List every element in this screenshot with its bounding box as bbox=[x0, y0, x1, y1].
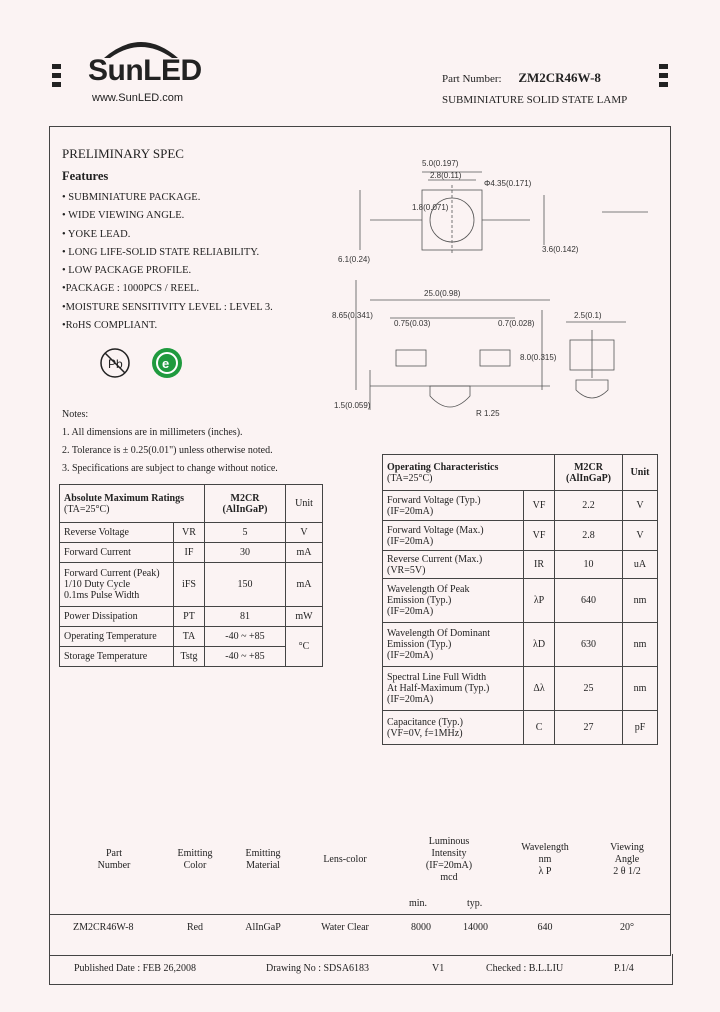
table-cell: 10 bbox=[555, 551, 623, 579]
table-cell bbox=[383, 491, 524, 521]
col-header-part bbox=[89, 848, 139, 872]
abs-header-title: Absolute Maximum Ratings bbox=[64, 492, 185, 504]
cell-typ: 14000 bbox=[463, 922, 488, 933]
table-cell: nm bbox=[623, 667, 658, 711]
cell-line: Emission (Typ.) bbox=[387, 595, 452, 606]
feature-item: • LONG LIFE-SOLID STATE RELIABILITY. bbox=[62, 246, 260, 258]
dim-label: 8.0(0.315) bbox=[520, 353, 557, 362]
notes bbox=[62, 406, 278, 478]
col-header-emitting-material bbox=[235, 848, 291, 872]
header-line: Color bbox=[183, 860, 207, 871]
cell-line: (IF=20mA) bbox=[387, 606, 434, 617]
header-line: Luminous bbox=[428, 836, 470, 847]
part-number-line bbox=[442, 70, 601, 86]
table-cell: PT bbox=[174, 607, 205, 627]
version: V1 bbox=[432, 963, 445, 974]
pb-label: Pb bbox=[108, 357, 123, 371]
table-cell: 30 bbox=[205, 543, 286, 563]
product-table bbox=[49, 836, 671, 940]
table-divider bbox=[49, 914, 671, 915]
table-cell: 27 bbox=[555, 711, 623, 745]
header-bar-left-2 bbox=[52, 73, 61, 78]
abs-header-model: M2CR bbox=[230, 492, 260, 504]
table-row bbox=[60, 607, 323, 627]
op-header-material: (AlInGaP) bbox=[566, 472, 612, 484]
cell-part-number: ZM2CR46W-8 bbox=[73, 922, 134, 933]
table-cell: 5 bbox=[205, 523, 286, 543]
table-cell: nm bbox=[623, 623, 658, 667]
dim-label: 1.5(0.059) bbox=[334, 401, 371, 410]
note-item: 3. Specifications are subject to change without notice. bbox=[62, 463, 278, 474]
operating-characteristics-table bbox=[382, 454, 658, 745]
header-bar-left-3 bbox=[52, 82, 61, 87]
table-cell: mW bbox=[286, 607, 323, 627]
col-header-wavelength bbox=[513, 842, 577, 878]
table-cell: V bbox=[286, 523, 323, 543]
table-cell: V bbox=[623, 491, 658, 521]
table-cell bbox=[383, 521, 524, 551]
abs-header-cond: (TA=25°C) bbox=[64, 503, 110, 515]
table-cell: -40 ~ +85 bbox=[205, 647, 286, 667]
table-cell: Δλ bbox=[524, 667, 555, 711]
feature-item: •RoHS COMPLIANT. bbox=[62, 320, 158, 332]
header-line: Viewing bbox=[610, 842, 644, 853]
col-header-lens-color: Lens-color bbox=[323, 854, 367, 865]
table-row bbox=[383, 711, 658, 745]
cell-line: Forward Current (Peak) bbox=[64, 568, 160, 579]
pb-free-icon bbox=[98, 346, 132, 380]
col-header-min: min. bbox=[409, 898, 428, 909]
table-cell: mA bbox=[286, 563, 323, 607]
published-date: Published Date : FEB 26,2008 bbox=[74, 963, 196, 974]
op-header-title: Operating Characteristics bbox=[387, 461, 499, 473]
drawing-number: Drawing No : SDSA6183 bbox=[266, 963, 370, 974]
table-cell: 640 bbox=[555, 579, 623, 623]
header-line: λ P bbox=[538, 866, 552, 877]
dim-label: 25.0(0.98) bbox=[424, 289, 461, 298]
cell-material: AlInGaP bbox=[245, 922, 281, 933]
note-item: 1. All dimensions are in millimeters (inches). bbox=[62, 427, 243, 438]
table-cell: iFS bbox=[174, 563, 205, 607]
table-cell: λP bbox=[524, 579, 555, 623]
col-header-viewing bbox=[599, 842, 655, 878]
dim-label: 5.0(0.197) bbox=[422, 159, 459, 168]
table-cell bbox=[383, 579, 524, 623]
op-header-model: M2CR bbox=[574, 461, 603, 473]
header-bar-left-1 bbox=[52, 64, 61, 69]
checked-by: Checked : B.L.LIU bbox=[486, 963, 564, 974]
logo bbox=[86, 30, 202, 90]
notes-heading: Notes: bbox=[62, 409, 89, 420]
table-header bbox=[60, 485, 323, 523]
table-cell bbox=[383, 711, 524, 745]
table-header bbox=[383, 455, 658, 491]
cell-lens: Water Clear bbox=[321, 922, 369, 933]
feature-item: • YOKE LEAD. bbox=[62, 228, 131, 240]
dim-label: 2.8(0.11) bbox=[430, 171, 462, 180]
dim-label: 8.65(0.341) bbox=[332, 311, 373, 320]
cell-line: Wavelength Of Peak bbox=[387, 584, 470, 595]
table-cell: Operating Temperature bbox=[60, 627, 174, 647]
table-cell: 630 bbox=[555, 623, 623, 667]
table-cell: V bbox=[623, 521, 658, 551]
cell-line: (IF=20mA) bbox=[387, 650, 434, 661]
header-line: Part bbox=[105, 848, 123, 859]
table-cell: uA bbox=[623, 551, 658, 579]
table-row bbox=[383, 623, 658, 667]
header-line: 2 θ 1/2 bbox=[613, 866, 641, 877]
header-line: Emitting bbox=[177, 848, 213, 859]
table-row bbox=[60, 647, 323, 667]
feature-item: •MOISTURE SENSITIVITY LEVEL : LEVEL 3. bbox=[62, 301, 273, 313]
cell-line: (IF=20mA) bbox=[387, 694, 434, 705]
cell-line: (IF=20mA) bbox=[387, 505, 434, 517]
feature-item: •PACKAGE : 1000PCS / REEL. bbox=[62, 283, 200, 295]
absolute-max-table bbox=[59, 484, 323, 667]
table-cell: nm bbox=[623, 579, 658, 623]
part-number-label: Part Number: bbox=[442, 73, 502, 85]
op-header-unit: Unit bbox=[623, 455, 658, 491]
feature-item: • LOW PACKAGE PROFILE. bbox=[62, 265, 192, 277]
table-cell: IF bbox=[174, 543, 205, 563]
header-line: Angle bbox=[614, 854, 640, 865]
cell-line: Capacitance (Typ.) bbox=[387, 716, 463, 728]
col-header-typ: typ. bbox=[467, 898, 483, 909]
cell-wavelength: 640 bbox=[537, 922, 553, 933]
header-bar-right-3 bbox=[659, 82, 668, 87]
abs-header-unit: Unit bbox=[286, 485, 323, 523]
website-link[interactable]: www.SunLED.com bbox=[92, 92, 184, 104]
table-cell: VR bbox=[174, 523, 205, 543]
table-cell: VF bbox=[524, 491, 555, 521]
table-row bbox=[60, 523, 323, 543]
part-number-value: ZM2CR46W-8 bbox=[518, 70, 601, 85]
eco-label: e bbox=[162, 356, 170, 371]
mechanical-drawing bbox=[330, 150, 650, 440]
header-bar-right-2 bbox=[659, 73, 668, 78]
table-cell: °C bbox=[286, 627, 323, 667]
table-row bbox=[383, 521, 658, 551]
table-row bbox=[383, 551, 658, 579]
cell-line: Forward Voltage (Max.) bbox=[387, 524, 484, 536]
cell-line: Emission (Typ.) bbox=[387, 639, 452, 650]
header-line: mcd bbox=[440, 872, 458, 883]
page-number: P.1/4 bbox=[614, 963, 634, 974]
header-line: nm bbox=[538, 854, 552, 865]
spec-title: PRELIMINARY SPEC bbox=[62, 146, 184, 161]
dim-label: 3.6(0.142) bbox=[542, 245, 579, 254]
features-heading: Features bbox=[62, 169, 109, 183]
table-cell: IR bbox=[524, 551, 555, 579]
table-cell: C bbox=[524, 711, 555, 745]
product-subtitle: SUBMINIATURE SOLID STATE LAMP bbox=[442, 94, 628, 106]
cell-line: (VF=0V, f=1MHz) bbox=[387, 727, 463, 739]
table-cell: Storage Temperature bbox=[60, 647, 174, 667]
dim-label: 0.75(0.03) bbox=[394, 319, 431, 328]
table-cell: 150 bbox=[205, 563, 286, 607]
cell-line: (VR=5V) bbox=[387, 564, 426, 576]
table-cell: 81 bbox=[205, 607, 286, 627]
table-row bbox=[383, 491, 658, 521]
table-cell: pF bbox=[623, 711, 658, 745]
cell-line: (IF=20mA) bbox=[387, 535, 434, 547]
cell-line: Wavelength Of Dominant bbox=[387, 628, 491, 639]
header-bar-right-1 bbox=[659, 64, 668, 69]
dim-label: R 1.25 bbox=[476, 409, 500, 418]
cell-line: At Half-Maximum (Typ.) bbox=[387, 683, 490, 694]
table-cell: -40 ~ +85 bbox=[205, 627, 286, 647]
dim-label: 1.8(0.071) bbox=[412, 203, 449, 212]
table-cell: Power Dissipation bbox=[60, 607, 174, 627]
table-cell: Tstg bbox=[174, 647, 205, 667]
table-cell bbox=[383, 551, 524, 579]
cell-line: Reverse Current (Max.) bbox=[387, 553, 483, 565]
cell-line: Spectral Line Full Width bbox=[387, 672, 487, 683]
features-list bbox=[62, 189, 273, 335]
table-cell: 25 bbox=[555, 667, 623, 711]
table-cell bbox=[383, 623, 524, 667]
abs-header-material: (AlInGaP) bbox=[222, 503, 268, 515]
table-row bbox=[60, 543, 323, 563]
dim-label: 0.7(0.028) bbox=[498, 319, 535, 328]
header-line: (IF=20mA) bbox=[425, 860, 473, 871]
cell-line: 1/10 Duty Cycle bbox=[64, 579, 131, 590]
header-line: Intensity bbox=[431, 848, 467, 859]
table-cell: λD bbox=[524, 623, 555, 667]
table-cell: 2.2 bbox=[555, 491, 623, 521]
dim-label: 6.1(0.24) bbox=[338, 255, 371, 264]
table-cell: Forward Current bbox=[60, 543, 174, 563]
note-item: 2. Tolerance is ± 0.25(0.01") unless otherwise noted. bbox=[62, 445, 273, 456]
table-cell: Reverse Voltage bbox=[60, 523, 174, 543]
cell-line: 0.1ms Pulse Width bbox=[64, 590, 140, 601]
dim-label: 2.5(0.1) bbox=[574, 311, 602, 320]
table-cell: VF bbox=[524, 521, 555, 551]
cell-color: Red bbox=[186, 922, 204, 933]
op-header-cond: (TA=25°C) bbox=[387, 472, 433, 484]
footer bbox=[49, 954, 673, 985]
table-cell: TA bbox=[174, 627, 205, 647]
dim-label: Φ4.35(0.171) bbox=[484, 179, 532, 188]
cell-min: 8000 bbox=[411, 922, 431, 933]
header-line: Emitting bbox=[245, 848, 281, 859]
table-row bbox=[383, 579, 658, 623]
col-header-luminous bbox=[415, 836, 483, 884]
header-line: Number bbox=[97, 860, 131, 871]
table-cell bbox=[383, 667, 524, 711]
table-row bbox=[60, 563, 323, 607]
eco-compliant-icon bbox=[150, 346, 184, 380]
col-header-emitting-color bbox=[167, 848, 223, 872]
table-cell: 2.8 bbox=[555, 521, 623, 551]
feature-item: • WIDE VIEWING ANGLE. bbox=[62, 210, 185, 222]
table-cell bbox=[60, 563, 174, 607]
cell-angle: 20° bbox=[620, 922, 634, 933]
table-cell: mA bbox=[286, 543, 323, 563]
header-line: Wavelength bbox=[521, 842, 569, 853]
table-row bbox=[60, 627, 323, 647]
header-line: Material bbox=[246, 860, 280, 871]
brand-name: SunLED bbox=[88, 54, 202, 87]
feature-item: • SUBMINIATURE PACKAGE. bbox=[62, 192, 201, 203]
cell-line: Forward Voltage (Typ.) bbox=[387, 494, 481, 506]
table-row bbox=[383, 667, 658, 711]
